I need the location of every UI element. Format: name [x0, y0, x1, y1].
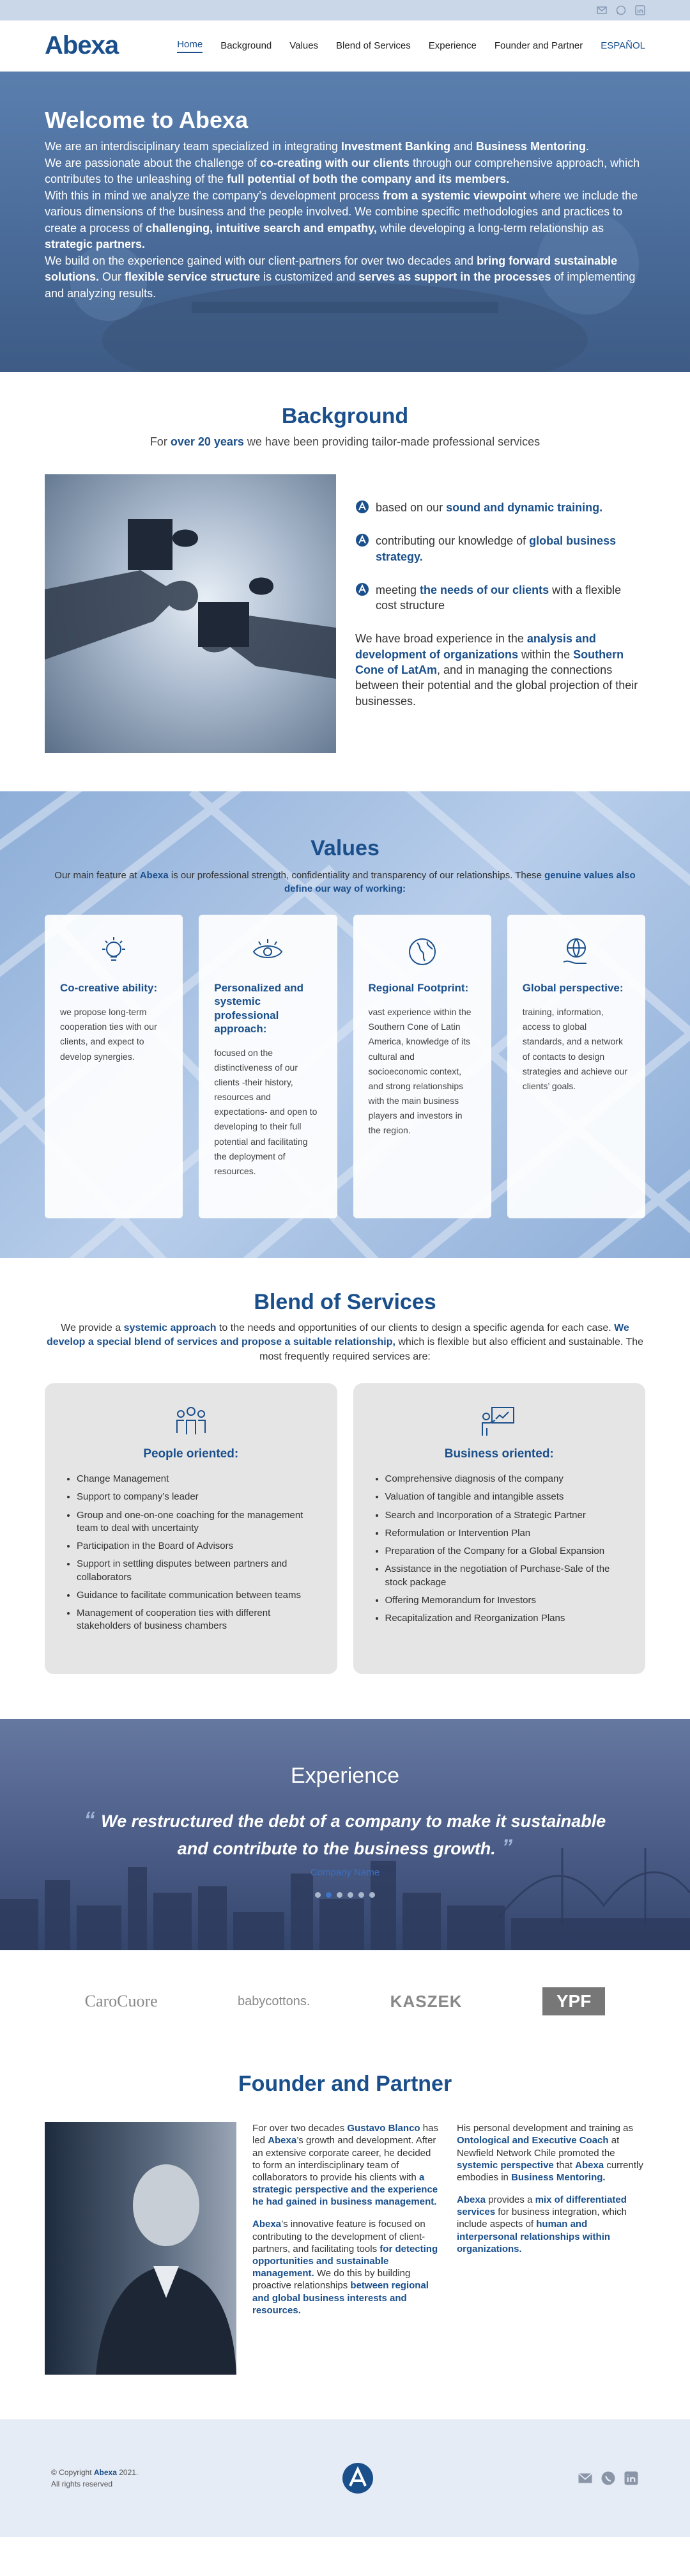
service-item: • Group and one-on-one coaching for the management team to deal with uncertainty [77, 1509, 318, 1535]
service-item: • Guidance to facilitate communication between teams [77, 1589, 318, 1602]
eye-icon [250, 934, 286, 970]
experience-title: Experience [290, 1764, 400, 1788]
testimonial-author: Company Name [310, 1867, 380, 1879]
background-point-training: based on our sound and dynamic training. [355, 500, 645, 515]
client-logo-ypf: YPF [542, 1987, 605, 2015]
service-item: • Recapitalization and Reorganization Plans [385, 1612, 627, 1625]
value-card-body: training, information, access to global standards, and a network of contacts to design strategies and achieve our clients’ goals. [522, 1007, 627, 1091]
nav-menu [177, 39, 645, 53]
footer-social-icons [578, 2471, 639, 2486]
service-item: • Support in settling disputes between partners and collaborators [77, 1558, 318, 1584]
value-card-regional [353, 915, 491, 1218]
founder-column-1 [252, 2122, 441, 2375]
service-item: • Participation in the Board of Advisors [77, 1540, 318, 1553]
lightbulb-icon [96, 934, 132, 970]
presentation-icon [479, 1401, 519, 1441]
nav-item-values[interactable]: Values [289, 40, 319, 51]
value-card-title: Personalized and systemic professional approach: [214, 982, 304, 1035]
blend-title: Blend of Services [254, 1290, 436, 1314]
abexa-badge-icon [355, 533, 369, 547]
hero-paragraph-2: We are passionate about the challenge of co-creating with our clients through our comprehensive approach, which contributes to the unleashing of the full potential of both the company and its members. [45, 156, 640, 186]
carousel-dot-active[interactable] [326, 1892, 332, 1898]
carousel-dot[interactable] [315, 1892, 321, 1898]
nav-item-home[interactable]: Home [177, 39, 203, 53]
founder-section [0, 2052, 690, 2419]
hero-paragraph-3: With this in mind we analyze the company’s development process from a systemic viewpoint where we include the various dimensions of the business and the people involved. We combine specific methodologies and practices to create a process of challenging, intuitive search and empathy, while developing a long-term relationship as strategic partners. [45, 189, 638, 251]
service-item: • Comprehensive diagnosis of the company [385, 1473, 627, 1486]
background-section [0, 372, 690, 791]
people-oriented-card [45, 1383, 337, 1674]
business-oriented-title: Business oriented: [444, 1447, 554, 1461]
service-item: • Management of cooperation ties with different stakeholders of business chambers [77, 1607, 318, 1633]
service-item: • Change Management [77, 1473, 318, 1486]
abexa-badge-icon [355, 500, 369, 514]
testimonial-quote: “ We restructured the debt of a company to make it sustainable and contribute to the business growth. ” [84, 1808, 606, 1859]
whatsapp-icon[interactable] [616, 5, 626, 15]
hero-section [0, 72, 690, 372]
abexa-logo[interactable]: Abexa [45, 31, 119, 59]
value-card-body: focused on the distinctiveness of our clients -their history, resources and expectations- and open to developing to their full potential and facilitating the deployment of resources. [214, 1048, 318, 1176]
nav-item-founder-and-partner[interactable]: Founder and Partner [494, 40, 583, 51]
service-item: • Reformulation or Intervention Plan [385, 1527, 627, 1540]
whatsapp-icon[interactable] [601, 2471, 616, 2486]
founder-paragraph: For over two decades Gustavo Blanco has led Abexa’s growth and development. After an extensive corporate career, he decided to form an interdisciplinary team of collaborators to provide his clients with a strategic perspective and the experience he had gained in business management. [252, 2123, 438, 2208]
value-card-co-creative [45, 915, 183, 1218]
service-item: • Valuation of tangible and intangible assets [385, 1491, 627, 1503]
blend-of-services-section [0, 1258, 690, 1719]
globe-icon [404, 934, 440, 970]
service-item: • Assistance in the negotiation of Purchase-Sale of the stock package [385, 1563, 627, 1589]
value-card-body: vast experience within the Southern Cone of Latin America, knowledge of its cultural and socioeconomic context, and strong relationships with the main business players and investors in the region. [368, 1007, 471, 1135]
background-point-strategy: contributing our knowledge of global business strategy. [355, 533, 645, 564]
values-intro: Our main feature at Abexa is our professional strength, confidentiality and transparency of our relationships. These genuine values also define our way of working: [54, 870, 636, 894]
values-title: Values [310, 836, 379, 860]
client-logo-babycottons: babycottons. [237, 1994, 310, 2008]
founder-title: Founder and Partner [238, 2072, 452, 2097]
value-card-body: we propose long-term cooperation ties with our clients, and expect to develop synergies. [60, 1007, 157, 1062]
hero-paragraph-4: We build on the experience gained with our client-partners for over two decades and bring forward sustainable solutions. Our flexible service structure is customized and serves as support in the processes of implementing and analyzing results. [45, 254, 636, 300]
nav-item-background[interactable]: Background [220, 40, 272, 51]
experience-section [0, 1719, 690, 1950]
linkedin-icon[interactable] [624, 2471, 639, 2486]
hero-paragraph-1: We are an interdisciplinary team specialized in integrating Investment Banking and Business Mentoring. [45, 140, 590, 153]
value-card-personalized [199, 915, 337, 1218]
carousel-dot[interactable] [337, 1892, 342, 1898]
copyright: © Copyright Abexa 2021. All rights reserved [51, 2468, 139, 2489]
mail-icon[interactable] [578, 2471, 593, 2486]
people-icon [171, 1401, 211, 1441]
value-card-title: Co-creative ability: [60, 982, 158, 994]
top-contact-bar [0, 0, 690, 20]
blend-intro: We provide a systemic approach to the needs and opportunities of our clients to design a specific agenda for each case. We develop a special blend of services and propose a suitable relationship, which is flexible but also efficient and sustainable. The most frequently required services are: [46, 1323, 644, 1362]
business-oriented-card [353, 1383, 646, 1674]
client-logos [0, 1950, 690, 2052]
carousel-dot[interactable] [348, 1892, 353, 1898]
main-navigation [0, 20, 690, 72]
value-card-title: Regional Footprint: [368, 982, 469, 994]
value-card-title: Global perspective: [522, 982, 624, 994]
service-item: • Search and Incorporation of a Strategic Partner [385, 1509, 627, 1522]
carousel-dots [0, 1892, 690, 1898]
language-switch[interactable]: ESPAÑOL [601, 40, 645, 51]
client-logo-kaszek: KASZEK [390, 1991, 463, 2011]
client-logo-carocuore: CaroCuore [84, 1992, 158, 2011]
background-paragraph: We have broad experience in the analysis and development of organizations within the Southern Cone of LatAm, and in managing the connections between their potential and the global projection of their businesses. [355, 632, 638, 708]
nav-item-experience[interactable]: Experience [428, 40, 477, 51]
hero-title: Welcome to Abexa [45, 107, 249, 133]
mail-icon[interactable] [597, 5, 607, 15]
abexa-badge-icon [355, 582, 369, 596]
puzzle-hands-image [45, 474, 336, 753]
background-point-needs: meeting the needs of our clients with a flexible cost structure [355, 582, 645, 614]
values-section [0, 791, 690, 1258]
founder-photo [45, 2122, 236, 2375]
founder-paragraph: Abexa provides a mix of differentiated services for business integration, which include aspects of human and interpersonal relationships within organizations. [457, 2194, 627, 2254]
founder-paragraph: Abexa’s innovative feature is focused on contributing to the development of client-partners, and facilitating tools for detecting opportunities and sustainable management. We do this by building proactive relationships between regional and global business interests and resources. [252, 2219, 438, 2316]
carousel-dot[interactable] [369, 1892, 375, 1898]
nav-item-blend-of-services[interactable]: Blend of Services [336, 40, 411, 51]
footer [0, 2419, 690, 2537]
service-item: • Preparation of the Company for a Global Expansion [385, 1545, 627, 1558]
founder-paragraph: His personal development and training as Ontological and Executive Coach at Newfield Network Chile promoted the systemic perspective that Abexa currently embodies in Business Mentoring. [457, 2123, 643, 2183]
service-item: • Support to company’s leader [77, 1491, 318, 1503]
abexa-footer-logo-icon[interactable] [341, 2462, 374, 2495]
globe-hand-icon [558, 934, 594, 970]
quote-close-icon: ” [495, 1835, 513, 1859]
founder-column-2 [457, 2122, 645, 2375]
people-oriented-title: People oriented: [143, 1447, 239, 1461]
background-subtitle: For over 20 years we have been providing tailor-made professional services [150, 435, 540, 448]
value-card-global [507, 915, 645, 1218]
service-item: • Offering Memorandum for Investors [385, 1594, 627, 1607]
carousel-dot[interactable] [358, 1892, 364, 1898]
background-title: Background [281, 404, 409, 428]
linkedin-icon[interactable] [635, 5, 645, 15]
quote-open-icon: “ [84, 1808, 102, 1833]
